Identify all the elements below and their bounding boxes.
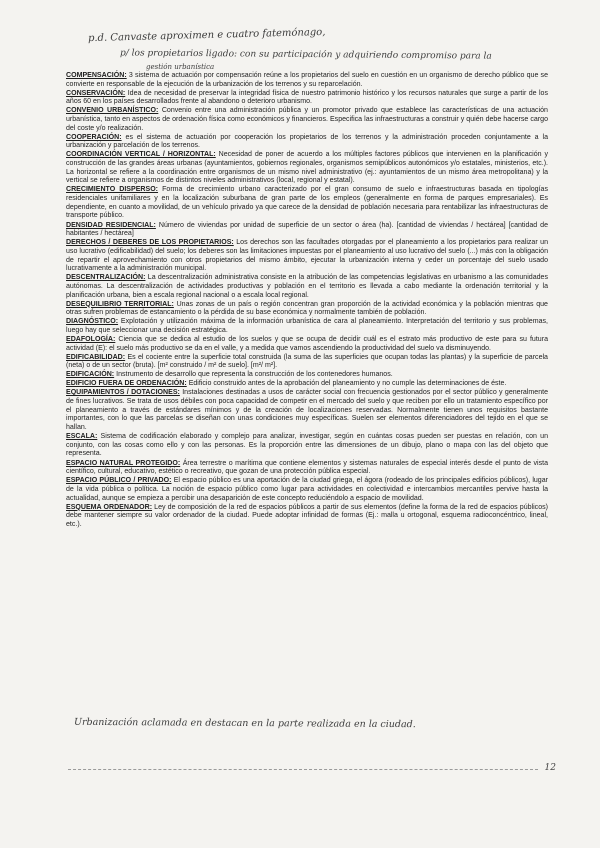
entry-term: ESPACIO NATURAL PROTEGIDO: [66,459,181,467]
entry-definition: Sistema de codificación elaborado y complejo para analizar, investigar, según en cuántas cosas pueden ser puestas en relación, con un conjunto, con las cosas como ello y con las personas. Es la proporción entre las dimensiones de un dibujo, plano o mapa con las del objeto que representa. [66,433,548,458]
entry-definition: Convenio entre una administración pública y un promotor privado que establece las características de una actuación urbanística, tanto en aspectos de ordenación física como económicos y financieros. Especifica las infraestructuras a construir y quién debe hacerse cargo del coste y/o realización. [66,107,548,132]
entry-term: ESQUEMA ORDENADOR: [66,503,153,511]
entry-term: COORDINACIÓN VERTICAL / HORIZONTAL: [66,151,216,159]
glossary-entry [66,318,548,335]
glossary-entry [66,239,548,274]
handwritten-note-bottom: Urbanización aclamada en destacan en la parte realizada en la ciudad. [73,716,416,731]
glossary-body [66,72,548,530]
entry-definition: 3 sistema de actuación por compensación reúne a los propietarios del suelo en cuestión en un organismo de derecho público que se convierte en responsable de la ejecución de la urbanización de los terrenos y su reparcelación. [66,72,548,88]
entry-definition: Área terrestre o marítima que contiene elementos y sistemas naturales de especial interés desde el punto de vista científico, cultural, educativo, estético o recreativo, que gozan de una protección pública especial. [66,459,548,476]
entry-term: CONSERVACIÓN: [66,89,126,97]
entry-definition: Necesidad de poner de acuerdo a los múltiples factores públicos que intervienen en la planificación y construcción de las grandes áreas urbanas (ayuntamientos, gobiernos regionales, organismos semipúblicos autonómicos y/o estatales, ministerios, etc.). La horizontal se refiere a la coordinación entre organismos de un mismo nivel administrativo (ej.: ayuntamientos de un mismo área metropolitana) y la vertical se refiere a organismos de distintos niveles administrativos (local, regional y estatal). [66,151,549,185]
entry-definition: Número de viviendas por unidad de superficie de un sector o área (ha). [cantidad de viviendas / hectárea] [cantidad de habitantes / hectárea] [66,221,549,238]
entry-definition: Explotación y utilización máxima de la información urbanística de cara al planeamiento. Interpretación del territorio y sus problemas, luego hay que seleccionar una decisión estratégica. [66,318,548,334]
glossary-entry [66,301,548,318]
entry-term: EDAFOLOGÍA: [66,335,116,343]
entry-definition: Idea de necesidad de preservar la integridad física de nuestro patrimonio histórico y los recursos naturales que surge a partir de los años 60 en los países desarrollados frente al abandono o deterioro urbanismo. [66,89,548,106]
entry-term: EDIFICIO FUERA DE ORDENACIÓN: [66,380,187,388]
glossary-entry [66,433,548,459]
glossary-entry [66,477,548,503]
glossary-entry [66,186,548,221]
entry-definition: Es el cociente entre la superficie total construida (la suma de las superficies que ocupan todas las plantas) y la superficie de parcela (neta) o de un sector (bruta). [m² construido / m² de suelo]. [m²/ m²]. [66,353,548,370]
entry-definition: Forma de crecimiento urbano caracterizado por el gran consumo de suelo e infraestructuras basada en tipologías residenciales unifamiliares y en la localización suburbana de gran parte de los empleos (generalmente en forma de parques empresariales). Es dependiente, en cuanto a movilidad, de un vehículo privado ya que carece de la densidad de población necesaria para rentabilizar las infraestructuras de transporte público. [66,186,548,220]
footer-divider [68,769,538,770]
glossary-entry [66,504,548,530]
entry-term: EDIFICACIÓN: [66,371,115,379]
entry-term: EDIFICABILIDAD: [66,353,126,361]
entry-term: DESEQUILIBRIO TERRITORIAL: [66,300,174,308]
glossary-entry [66,134,548,151]
glossary-entry [66,371,548,380]
glossary-entry [66,389,548,432]
entry-term: CONVENIO URBANÍSTICO: [66,107,159,115]
entry-term: COMPENSACIÓN: [66,72,127,79]
entry-term: DIAGNÓSTICO: [66,318,119,326]
glossary-entry [66,222,548,239]
glossary-entry [66,354,548,371]
page-number: 12 [544,763,556,773]
entry-term: DENSIDAD RESIDENCIAL: [66,221,156,229]
entry-definition: Instalaciones destinadas a usos de carácter social con frecuencia gestionados por el sector público y generalmente de fines lucrativos. Se trata de usos débiles con poca capacidad de competir en el mercado del suelo y que reciben por ello un tratamiento específico por el planeamiento a través de estándares mínimos y de la creación de localizaciones reservadas. Normalmente tienen unos requisitos bastante importantes, con lo que las parcelas se diseñan con unas condiciones muy específicas. Suelen ser elementos diferenciadores del tejido en el que se hallan. [66,389,548,432]
entry-definition: Los derechos son las facultades otorgadas por el planeamiento a los propietarios para realizar un uso lucrativo (edificabilidad) del suelo; los deberes son las limitaciones impuestas por el planeamiento al uso lucrativo del suelo (...) más con la obligación de repartir el aprovechamiento con otros propietarios del mismo ámbito, ejecutar la urbanización interna y ceder un porcentaje del suelo usado lucrativamente a la administración municipal. [66,239,548,273]
entry-term: DERECHOS / DEBERES DE LOS PROPIETARIOS: [66,239,234,247]
handwritten-note-second-small: gestión urbanística [146,63,215,71]
entry-term: CRECIMIENTO DISPERSO: [66,186,159,194]
glossary-entry [66,90,548,107]
entry-definition: Instrumento de desarrollo que representa la construcción de los contenedores humanos. [116,371,393,379]
glossary-entry [66,151,548,186]
glossary-entry [66,460,548,477]
glossary-entry [66,336,548,353]
glossary-entry [66,274,548,300]
handwritten-note-second: p/ los propietarios ligado: con su participación y adquiriendo compromiso para la [119,48,492,62]
entry-definition: Edificio construido antes de la aprobación del planeamiento y no cumple las determinaciones de éste. [188,380,507,388]
entry-term: COOPERACIÓN: [66,133,122,141]
entry-definition: La descentralización administrativa consiste en la atribución de las competencias legislativas en urbanismo a las comunidades autónomas. La descentralización de actividades productivas y población en el territorio es llevada a cabo mediante la ordenación territorial y la planificación urbana, bien a escala regional nacional o a escala local regional. [66,274,548,299]
glossary-entry [66,107,548,133]
entry-definition: Unas zonas de un país o región concentran gran proporción de la actividad económica y la población mientras que otras sufren problemas de estancamiento o la pérdida de su base económica y normalmente también de población. [66,300,548,317]
entry-definition: Ciencia que se dedica al estudio de los suelos y que se ocupa de decidir cuál es el estrato más productivo de este para su futura actividad (E): el suelo más productivo se da en el valle, y a medida que vamos ascendiendo la productividad del suelo va disminuyendo. [66,335,548,352]
entry-term: EQUIPAMIENTOS / DOTACIONES: [66,389,180,397]
entry-term: DESCENTRALIZACIÓN: [66,274,146,282]
entry-definition: El espacio público es una aportación de la ciudad griega, el ágora (rodeado de los principales edificios públicos), lugar de la vida pública o política. La noción de espacio público como lugar para actividades en colectividad e intercambios mercantiles pervive hasta la actualidad, aunque se empieza a percibir una desaparición de este concepto reduciéndolo a espacio de movilidad. [66,477,548,502]
entry-term: ESPACIO PÚBLICO / PRIVADO: [66,477,172,485]
glossary-entry [66,72,548,89]
entry-definition: Ley de composición de la red de espacios públicos a partir de sus elementos (define la forma de la red de espacios públicos) debe mantener siempre su valor ordenador de la ciudad. Puede adoptar infinidad de formas (Ej.: malla u ortogonal, esquema radioconcéntrico, lineal, etc.). [66,503,548,528]
entry-term: ESCALA: [66,433,98,441]
entry-definition: es el sistema de actuación por cooperación los propietarios de los terrenos y la administración proceden conjuntamente a la urbanización y parcelación de los terrenos. [66,133,548,150]
handwritten-note-top: p.d. Canvaste aproximen e cuatro fatemónago, [87,26,326,45]
glossary-entry [66,380,548,389]
